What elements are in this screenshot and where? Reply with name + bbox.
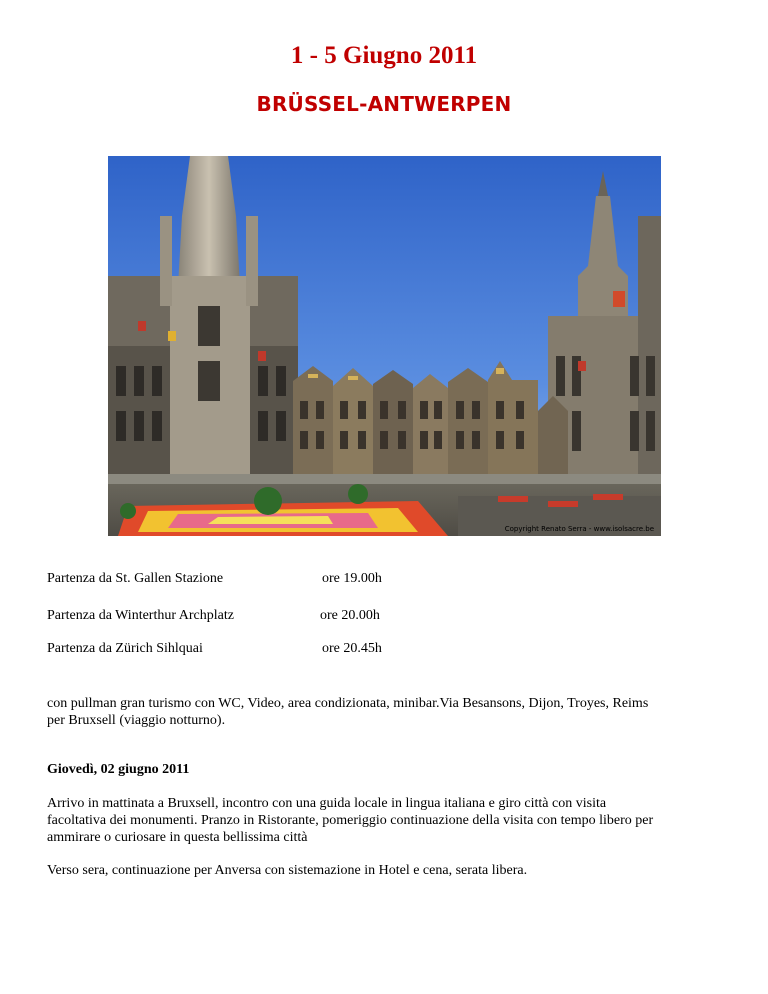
departure-time-3: ore 20.45h — [322, 641, 382, 656]
grand-place-photo — [108, 156, 661, 536]
departure-place-2: Partenza da Winterthur Archplatz — [47, 608, 234, 623]
transport-line-1: con pullman gran turismo con WC, Video, area condizionata, minibar.Via Besansons, Dijon, Troyes, Reims — [47, 696, 649, 711]
day-paragraph-line-3: ammirare o curiosare in questa bellissima città — [47, 830, 308, 845]
day-paragraph-2: Verso sera, continuazione per Anversa con sistemazione in Hotel e cena, serata libera. — [47, 863, 528, 878]
departure-place-1: Partenza da St. Gallen Stazione — [47, 571, 224, 586]
transport-line-2: per Bruxsell (viaggio notturno). — [47, 713, 226, 728]
departure-time-2: ore 20.00h — [320, 608, 380, 623]
day-paragraph-line-1: Arrivo in mattinata a Bruxsell, incontro con una guida locale in lingua italiana e giro città con visita — [47, 796, 607, 811]
day-paragraph-line-2: facoltativa dei monumenti. Pranzo in Ristorante, pomeriggio continuazione della visita con tempo libero per — [47, 813, 654, 828]
departure-time-1: ore 19.00h — [322, 571, 382, 586]
day-heading: Giovedì, 02 giugno 2011 — [47, 762, 190, 777]
page-subtitle: BRÜSSEL-ANTWERPEN — [256, 92, 512, 116]
departure-place-3: Partenza da Zürich Sihlquai — [47, 641, 203, 656]
page-title: 1 - 5 Giugno 2011 — [290, 42, 478, 69]
photo-copyright: Copyright Renato Serra - www.isolsacre.be — [504, 525, 654, 533]
